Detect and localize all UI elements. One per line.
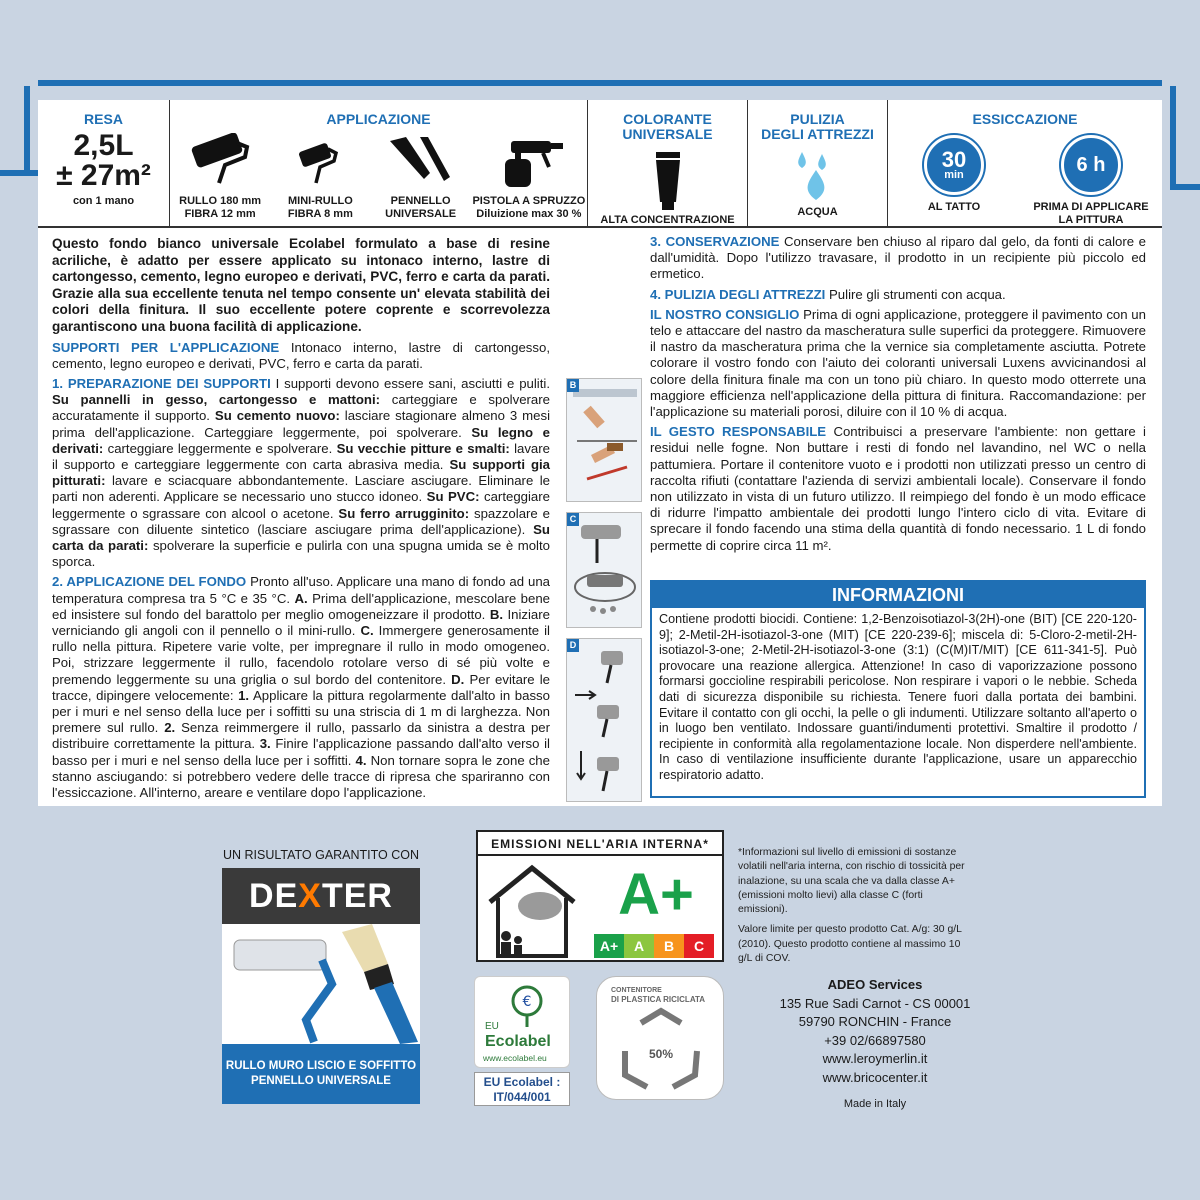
svg-text:€: € [522,994,532,1010]
colorante-cell [588,100,748,226]
app-t1: Applicare la pittura regolarmente dall'alto in basso per i muri e nel senso della luce per i soffitti su una striscia di 1 m di larghezza. Non premere sul rullo. [52,687,550,736]
recycled-plastic-badge [596,976,724,1100]
tool-roller [170,133,270,221]
tool-spray-gun [471,133,587,221]
prep-t5: lavare e sciacquare abbondantemente. Lasciare asciugare. Eliminare le parti non aderenti. Applicare se necessario uno stucco idoneo. [52,473,550,505]
app-n2: 2. [164,720,176,736]
consiglio-paragraph [650,307,1146,420]
scale-a: A [624,934,654,958]
emissions-note-2: Valore limite per questo prodotto Cat. A/g: 30 g/L (2010). Questo prodotto contiene al massimo 10 g/L di COV. [738,924,962,965]
emissions-label [476,830,724,962]
resa-coverage: ± 27m² [56,159,151,192]
ecolabel-name: Ecolabel [485,1033,551,1050]
prep-t2: lasciare stagionare almeno 3 mesi prima dell'applicazione. Carteggiare leggermente, poi spolverare. [52,408,551,440]
pulizia-caption: ACQUA [797,206,838,218]
applicazione-cell [170,100,588,226]
ecolabel-code-box [474,1072,570,1106]
recoat-caption-2: LA PITTURA [1058,214,1124,226]
recoat-caption-1: PRIMA DI APPLICARE [1033,201,1149,213]
prep-t1: carteggiare e spolverare accuratamente il supporto. [52,392,550,424]
prep-h6: Su PVC: [426,489,480,505]
touch-dry-unit: min [944,168,964,181]
tool-roller-line2: FIBRA 12 mm [184,208,256,220]
clock-30-icon [924,135,984,195]
supporti-title: SUPPORTI PER L'APPLICAZIONE [52,339,280,355]
gesto-paragraph [650,424,1146,554]
intro-text: Questo fondo bianco universale Ecolabel formulato a base di resine acriliche, è adatto per essere applicato su intonaco interno, lastre di cartongesso, cemento, legno europeo e derivati, PVC, ferro e carta da parati. Grazie alla sua eccellente tenuta nel tempo consente un' elevata stabilità dei colori della finitura. Il suo eccellente potere coprente e scorrevolezza garantiscono una buona facilità di applicazione. [52,236,550,334]
informazioni-text: Contiene prodotti biocidi. Contiene: 1,2-Benzoisotiazol-3(2H)-one (BIT) [CE 220-120-9]; 2-Metil-2H-isotiazol-3-one (MIT) [CE 220-239-6]; miscela di: 5-Cloro-2-metil-2H-isotiazol-3-one; 2-Metil-2H-isotiazol-3-one (3:1) (C(M)IT/MIT) [CE 611-341-5]. Può provocare una reazione allergica. Attenzione! In caso di vaporizzazione possono formarsi goccioline respirabili pericolose. Non respirare i vapori o le nebbie. Scheda dati di sicurezza disponibile su richiesta. Tenere fuori dalla portata dei bambini. Evitare il contatto con gli occhi, la pelle o gli indumenti. Utilizzare soltanto all'aperto o in luogo ben ventilato. Indossare guanti/indumenti protettivi. Smaltire il prodotto / recipiente in conformità alla regolamentazione locale. Non disperdere nell'ambiente. In caso di ventilazione insufficiente durante l'applicazione, usare un apparecchio respiratorio adatto. [659,612,1137,782]
address-line-1: 135 Rue Sadi Carnot - CS 00001 [779,995,971,1011]
app-n4: 4. [355,752,367,768]
dexter-promo [222,848,420,1104]
made-in-italy: Made in Italy [843,1098,907,1110]
left-column [52,236,550,805]
phone-number: +39 02/66897580 [824,1032,926,1048]
essiccazione-cell [888,100,1162,226]
consiglio-title: IL NOSTRO CONSIGLIO [650,306,800,322]
scale-c: C [684,934,714,958]
prep-h3: Su legno e derivati: [52,424,550,456]
pulizia-cell [748,100,888,226]
emissions-grade: A+ [618,862,694,927]
app-tb: Iniziare verniciando gli angoli con il pennello o il mini-rullo. [52,606,550,639]
colorant-tube-icon [648,150,688,212]
app-c: C. [360,623,374,639]
prep-h7: Su ferro arrugginito: [338,505,470,521]
applicazione-title: APPLICAZIONE [326,111,431,127]
informazioni-box [650,580,1146,798]
touch-dry [894,127,1014,227]
eu-flower-icon [497,981,557,1027]
roller-brush-product-icon [222,924,420,1044]
app-n3: 3. [259,736,271,752]
house-family-icon [482,858,582,962]
address-line-2: 59790 RONCHIN - France [798,1014,952,1029]
prep-t6: carteggiare leggermente o sgrassare con alcool o acetone. [52,489,550,521]
tool-roller-line1: RULLO 180 mm [179,195,262,207]
resa-cell [38,100,170,226]
step-b-illustration [566,378,642,502]
tool-mini-roller-line1: MINI-RULLO [287,195,353,207]
dexter-caption: UN RISULTATO GARANTITO CON [222,848,420,862]
app-a: A. [294,590,308,606]
preparazione-paragraph [52,376,550,570]
informazioni-title: INFORMAZIONI [652,582,1144,608]
pulizia-attrezzi-paragraph [650,287,1146,303]
app-t2: Senza reimmergere il rullo, passarlo da sinistra a destra per distribuire correttamente la pittura. [52,720,550,752]
dexter-footer-line1: RULLO MURO LISCIO E SOFFITTO [225,1060,417,1072]
gesto-text: Contribuisci a preservare l'ambiente: non gettare i residui nelle fogne. Non buttare i resti di fondo nel lavandino, nel WC o nella pattumiera. Portare il contenitore vuoto e i prodotti non utilizzati presso un centro di raccolta rifiuti (contattare l'azienda di servizi ambientali locale). Conservare il fondo non utilizzato in vista di un futuro utilizzo. Il reimpiego del fondo è un modo efficace di ridurre l'impatto ambientale dei prodotti lungo l'intero ciclo di vita. Evitare di sprecare il fondo facendo una stima della quantità di fondo necessario. 1 L di fondo permette di coprire circa 11 m². [650,424,1146,553]
dexter-logo-part-2: TER [321,877,393,915]
supporti-paragraph [52,340,550,372]
essiccazione-row [888,127,1162,227]
tool-brush-line1: PENNELLO [390,195,451,207]
consiglio-text: Prima di ogni applicazione, proteggere il pavimento con un telo e attaccare del nastro da mascheratura sulle superfici da proteggere. Rimuovere il nastro da mascheratura prima che la vernice sia completamente asciutta. Potrete colorare il vostro fondo con l'aiuto dei coloranti universali Luxens avvicinandosi al colore della finitura finale ma con un tono più chiaro. In questo modo otterrete una maggiore efficienza nell'applicazione della pittura di finitura. Raccomandazione: per l'applicazione su materiali porosi, diluire con il 10 % di acqua. [650,306,1146,420]
touch-dry-caption: AL TATTO [927,201,981,213]
prep-t7: spazzolare e sgrassare con diluente sintetico (lasciare asciugare prima dell'applicazione). [52,505,550,537]
eu-ecolabel [474,976,570,1106]
tool-mini-roller-line2: FIBRA 8 mm [287,208,353,220]
tool-mini-roller [270,133,370,221]
step-d-tag: D [567,639,579,652]
app-ta: Prima dell'applicazione, mescolare bene ed insistere sul fondo del barattolo per meglio omogeneizzare il prodotto. [52,590,551,622]
prep-h1: Su pannelli in gesso, cartongesso e mattoni: [52,392,381,408]
dexter-footer-line2: PENNELLO UNIVERSALE [251,1075,391,1087]
colorante-caption: ALTA CONCENTRAZIONE [600,214,735,226]
dexter-footer [222,1044,420,1104]
website-leroymerlin[interactable]: www.leroymerlin.it [822,1051,928,1066]
pulizia-attrezzi-title: 4. PULIZIA DEGLI ATTREZZI [650,286,826,302]
resa-amount: 2,5L [73,129,134,162]
ecolabel-code-line2: IT/044/001 [493,1090,551,1104]
resa-title: RESA [84,111,123,127]
prep-h5: Su supporti gia pitturati: [52,456,550,489]
roller-tray-icon [567,513,641,627]
right-column [650,234,1146,558]
scale-b: B [654,934,684,958]
step-c-tag: C [567,513,579,526]
supporti-text: Intonaco interno, lastre di cartongesso, cemento, legno europeo e derivati, PVC, ferro e carta da parati. [52,339,550,371]
clock-6h-icon [1061,135,1121,195]
app-t3: Finire l'applicazione passando dall'alto verso il basso per i muri e nel senso della luce per i soffitti. [52,736,550,768]
ecolabel-card [474,976,570,1068]
preparazione-title: 1. PREPARAZIONE DEI SUPPORTI [52,375,271,391]
app-td: Per evitare le tracce, dipingere velocemente: [52,671,550,703]
pulizia-title-2: DEGLI ATTREZZI [761,126,874,142]
step-b-tag: B [567,379,579,392]
app-tc: Immergere generosamente il rullo nella pittura. Ripetere varie volte, per impregnare il rullo in modo omogeneo. Poi, strizzare leggermente il rullo, facendolo rotolare verso di sé più volte e premendo leggermente su una griglia o sul bordo del contenitore. [52,623,550,687]
pulizia-title-1: PULIZIA [790,111,845,127]
step-d-illustration [566,638,642,802]
app-t0: Pronto all'uso. Applicare una mano di fondo ad una temperatura compresa tra 5 °C e 35 °C. [52,574,550,606]
app-d: D. [451,671,465,687]
prep-h2: Su cemento nuovo: [214,408,340,424]
prep-t8: spolverare la superficie e pulirla con una spugna umida se è molto sporca. [52,538,550,570]
info-header [38,100,1162,228]
conservazione-title: 3. CONSERVAZIONE [650,234,780,249]
frame-line-left-vertical [24,86,30,176]
prep-t3: carteggiare leggermente e spolverare. [107,440,333,456]
pulizia-attrezzi-text: Pulire gli strumenti con acqua. [829,286,1006,302]
scale-a-plus: A+ [594,934,624,958]
conservazione-text: Conservare ben chiuso al riparo dal gelo, da fonti di calore e dall'umidità. Dopo l'utilizzo travasare, il prodotto in un recipiente più piccolo ed ermetico. [650,234,1146,282]
prep-t0: I supporti devono essere sani, asciutti e puliti. [275,375,550,391]
colorante-title-1: COLORANTE [623,111,712,127]
dexter-logo-part-1: DE [249,877,299,915]
manufacturer-address [740,976,1010,1114]
ecolabel-eu: EU [485,1021,499,1032]
recycle-line-1: CONTENITORE [611,987,662,994]
emissions-notes [738,846,966,966]
prep-h8: Su carta da parati: [52,521,550,553]
prep-h4: Su vecchie pitture e smalti: [336,440,510,456]
wall-rolling-icon [567,639,641,801]
gesto-title: IL GESTO RESPONSABILE [650,424,827,440]
emissions-note-1: *Informazioni sul livello di emissioni di sostanze volatili nell'aria interna, con rischio di tossicità per inalazione, su una scala che va dalla classe A+ (emissioni molto lievi) alla classe C (forti emissioni). [738,847,965,916]
spray-gun-icon [489,133,569,189]
emissions-title: EMISSIONI NELL'ARIA INTERNA* [478,832,722,856]
dexter-logo-x: X [298,877,322,915]
step-c-illustration [566,512,642,628]
touch-dry-value: 30 [941,146,967,172]
step-illustrations [566,378,642,812]
app-t4: Non tornare sopra le zone che stanno asciugando: si potrebbero vedere delle tracce di ripresa che spariranno con l'essiccazione. All'interno, areare e ventilare dopo l'applicazione. [52,752,550,801]
frame-line-right-tail [1170,184,1200,190]
dexter-card [222,868,420,1104]
applicazione-fondo-title: 2. APPLICAZIONE DEL FONDO [52,574,247,590]
tool-spray-line2: Diluizione max 30 % [476,208,582,220]
tool-brush [371,133,471,221]
recycle-line-2: DI PLASTICA RICICLATA [611,995,706,1004]
prep-t4: lavare il supporto e carteggiare leggermente con carta abrasiva media. [52,440,550,472]
recycle-percent: 50% [648,1047,674,1061]
tools-row [170,133,587,221]
emissions-scale [594,934,714,958]
dexter-logo [222,868,420,924]
frame-line-top [38,80,1162,86]
ecolabel-code-line1: EU Ecolabel : [483,1075,561,1089]
recoat-value: 6 h [1076,153,1106,176]
app-n1: 1. [238,687,250,703]
ecolabel-url: www.ecolabel.eu [483,1053,547,1063]
recoat-dry [1026,127,1156,227]
brush-corner-icon [567,379,641,501]
applicazione-fondo-paragraph [52,574,550,801]
resa-note: con 1 mano [72,195,135,207]
essiccazione-title: ESSICCAZIONE [972,111,1078,127]
roller-icon [185,133,255,189]
brush-icon [386,133,456,189]
app-b: B. [489,606,503,622]
colorante-title-2: UNIVERSALE [622,126,713,142]
frame-line-right-vertical [1170,86,1176,186]
mini-roller-icon [290,133,350,189]
water-drops-icon [788,148,848,204]
website-bricocenter[interactable]: www.bricocenter.it [822,1069,928,1085]
company-name: ADEO Services [827,977,923,992]
tool-brush-line2: UNIVERSALE [385,208,457,220]
tool-spray-line1: PISTOLA A SPRUZZO [472,195,586,207]
conservazione-paragraph [650,234,1146,283]
